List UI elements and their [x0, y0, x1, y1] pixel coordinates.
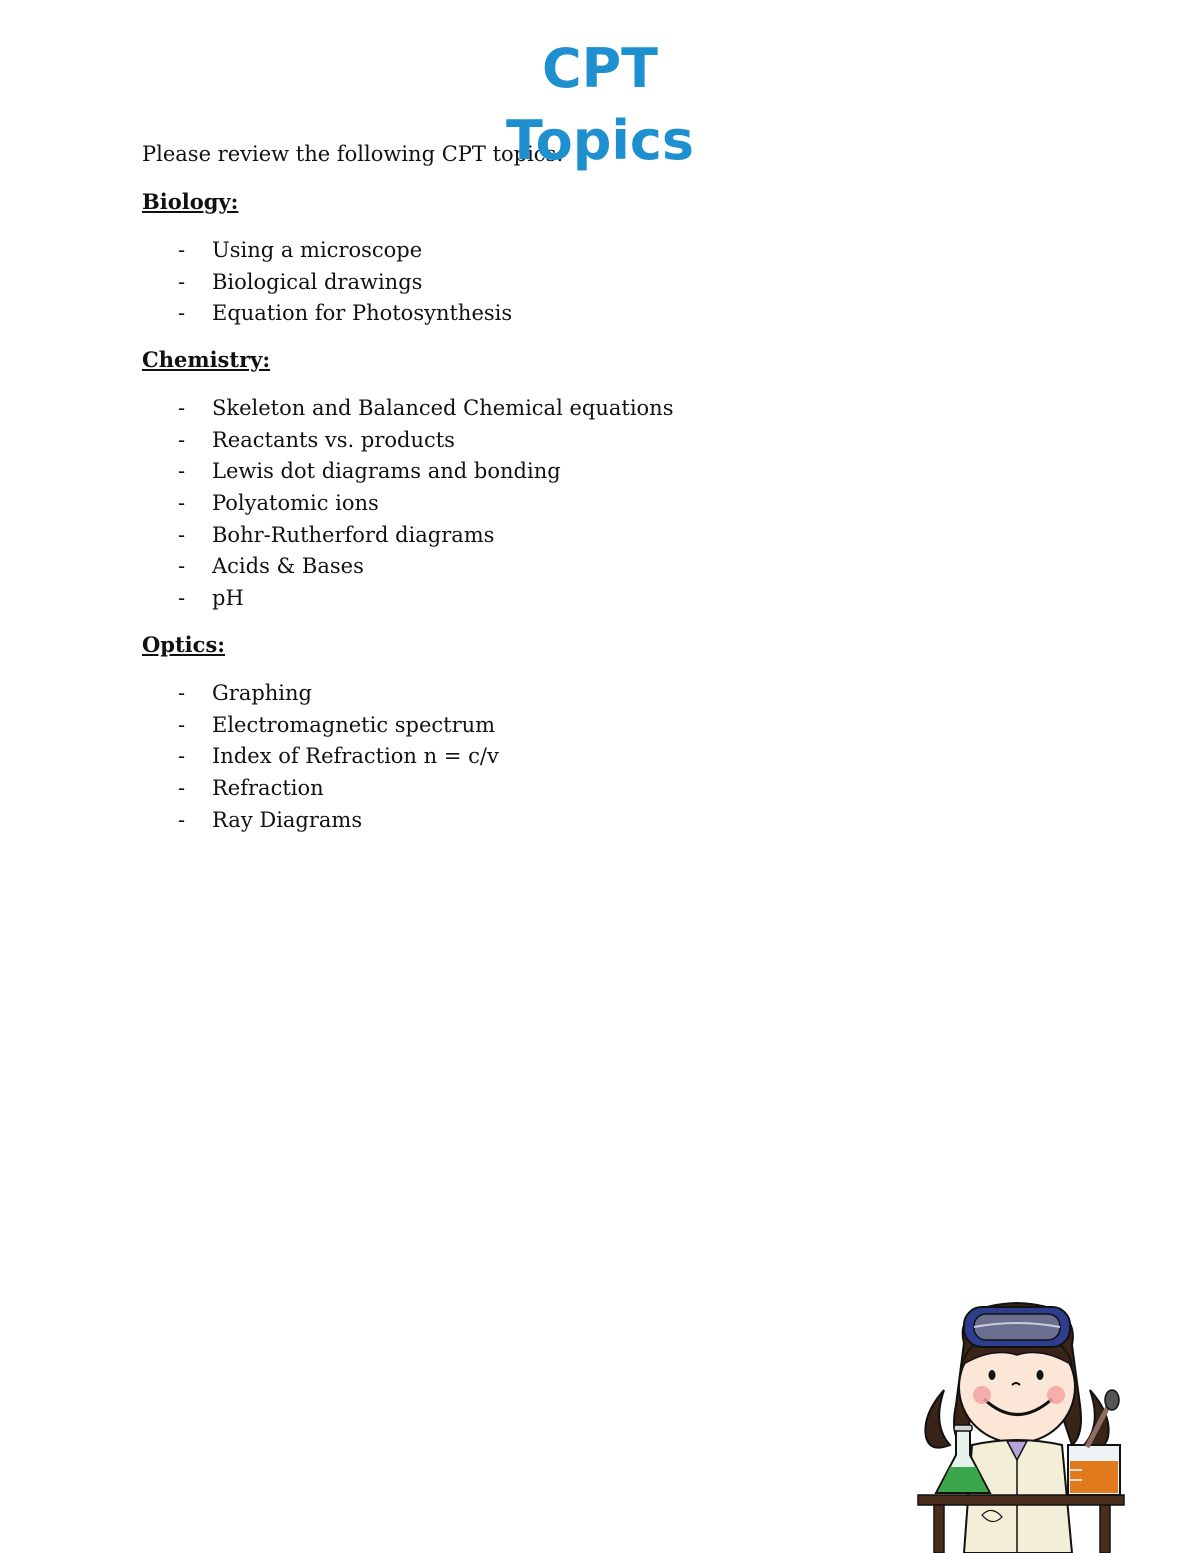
bullet-dash: -: [178, 459, 186, 484]
list-item-text: Index of Refraction n = c/v: [212, 744, 499, 769]
scientist-girl-illustration: [912, 1295, 1132, 1553]
list-item-text: Equation for Photosynthesis: [212, 301, 513, 326]
bullet-dash: -: [178, 776, 186, 801]
bullet-dash: -: [178, 301, 186, 326]
eye-icon: [989, 1370, 996, 1380]
cheek-icon: [1047, 1386, 1065, 1404]
bullet-dash: -: [178, 681, 186, 705]
list-item-text: Polyatomic ions: [212, 491, 379, 516]
bullet-dash: -: [178, 396, 186, 420]
bullet-dash: -: [178, 586, 186, 611]
bullet-dash: -: [178, 269, 186, 294]
bullet-dash: -: [178, 712, 186, 737]
bullet-dash: -: [178, 522, 186, 547]
list-item-text: Skeleton and Balanced Chemical equations: [212, 396, 674, 420]
bullet-dash: -: [178, 491, 186, 516]
bullet-dash: -: [178, 744, 186, 769]
list-item-text: Using a microscope: [212, 238, 423, 262]
list-item-text: Refraction: [212, 776, 324, 801]
list-item-text: Ray Diagrams: [212, 807, 363, 832]
title-line-2: Topics: [505, 109, 695, 172]
list-item-text: Lewis dot diagrams and bonding: [212, 459, 561, 484]
list-item-text: Bohr-Rutherford diagrams: [212, 522, 495, 547]
section-heading-optics: Optics:: [142, 632, 226, 657]
title-line-1: CPT: [541, 37, 659, 100]
intro-text: Please review the following CPT topics:: [142, 142, 564, 166]
list-item-text: pH: [212, 586, 244, 611]
list-item-text: Reactants vs. products: [212, 427, 455, 452]
eye-icon: [1037, 1370, 1044, 1380]
section-heading-chemistry: Chemistry:: [142, 347, 271, 372]
list-item-text: Graphing: [212, 681, 312, 705]
list-item-text: Biological drawings: [212, 269, 423, 294]
cheek-icon: [973, 1386, 991, 1404]
table-icon: [918, 1495, 1124, 1505]
list-item-text: Acids & Bases: [212, 554, 364, 579]
list-item-text: Electromagnetic spectrum: [212, 712, 496, 737]
goggles-icon: [964, 1307, 1070, 1347]
bullet-dash: -: [178, 554, 186, 579]
bullet-dash: -: [178, 238, 186, 262]
bullet-dash: -: [178, 427, 186, 452]
section-heading-biology: Biology:: [142, 189, 239, 214]
bullet-dash: -: [178, 807, 186, 832]
